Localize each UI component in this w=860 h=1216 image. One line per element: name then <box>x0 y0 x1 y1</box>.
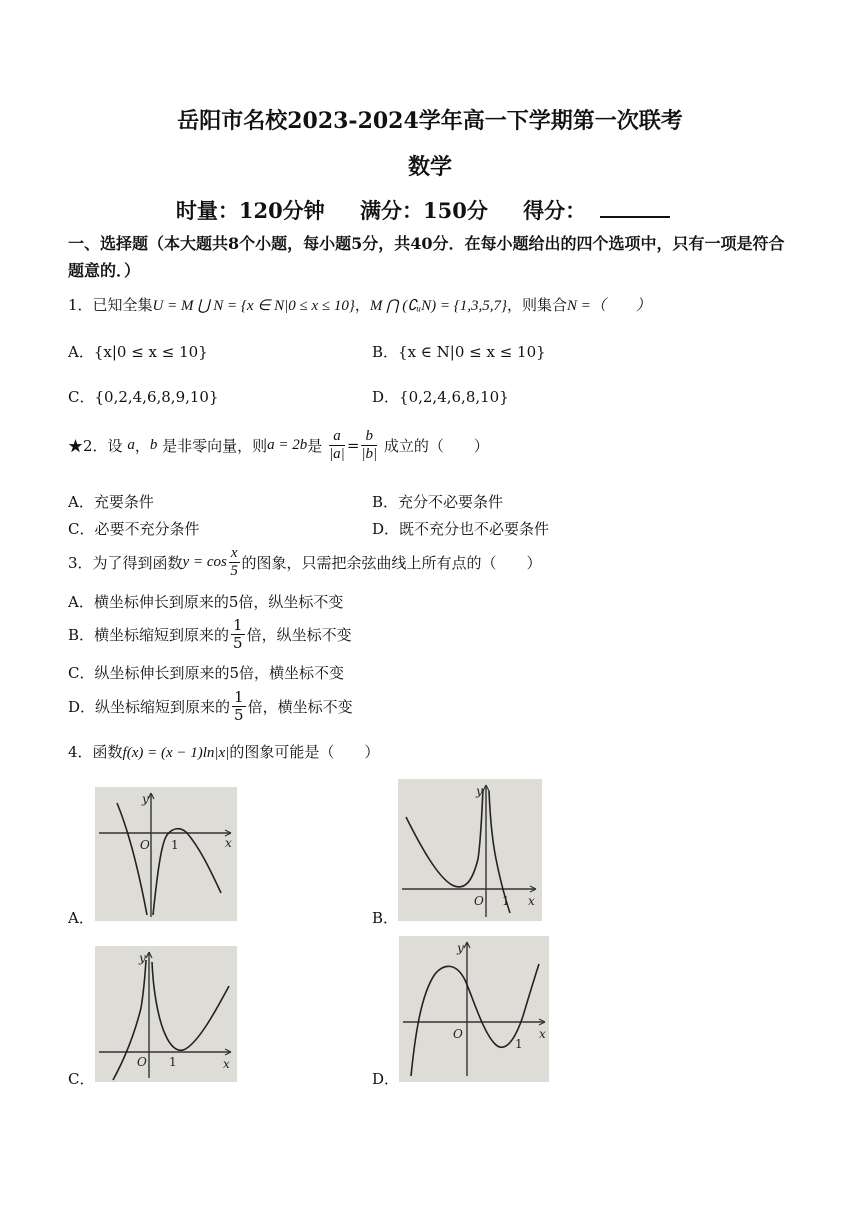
q1-text-e: ，则集合 <box>507 296 568 314</box>
q2-text-d: 成立的（ ） <box>383 437 489 455</box>
q1-option-c[interactable]: C．{0,2,4,6,8,9,10} <box>68 388 219 406</box>
subject-title: 数学 <box>407 154 452 180</box>
q1-intersection: M ⋂ (∁ᵤN) = {1,3,5,7} <box>369 298 508 314</box>
q4-text-b: 的图象可能是（ ） <box>229 743 380 761</box>
q2-equals: = <box>346 436 360 455</box>
q2-option-d[interactable]: D．既不充分也不必要条件 <box>372 520 550 538</box>
score-label: 得分： <box>523 198 587 223</box>
question-3-stem <box>68 545 542 580</box>
graph-c-x-label: x <box>223 1057 230 1071</box>
graph-c-origin: O <box>137 1055 147 1069</box>
q3-optD-den: 5 <box>234 706 244 724</box>
q3-fraction <box>229 545 240 580</box>
q4-graph-b[interactable] <box>398 779 542 921</box>
q1-text-a: 1．已知全集 <box>68 296 153 314</box>
graph-a-y-label: y <box>142 792 149 806</box>
q2-text-c: 是 <box>307 437 323 455</box>
q2-text-b: 是非零向量，则 <box>162 437 268 455</box>
q4-label-d[interactable]: D． <box>372 1070 400 1088</box>
q4-label-c[interactable]: C． <box>68 1070 95 1088</box>
q2-frac-a-den: |a| <box>329 446 345 462</box>
q2-option-c[interactable]: C．必要不充分条件 <box>68 520 200 538</box>
question-2-stem <box>68 428 489 463</box>
q3-optB-den: 5 <box>233 634 243 652</box>
time-limit: 时量：120分钟 <box>175 198 325 223</box>
q2-fraction-b <box>361 428 377 463</box>
q3-optB-text-b: 倍，纵坐标不变 <box>246 626 352 644</box>
q3-option-d[interactable] <box>68 689 353 724</box>
question-4-stem <box>68 741 379 762</box>
exam-meta <box>0 195 860 225</box>
graph-d-one: 1 <box>515 1037 523 1051</box>
graph-b-one: 1 <box>502 894 510 908</box>
q1-option-d[interactable]: D．{0,2,4,6,8,10} <box>372 388 509 406</box>
q3-frac-den: 5 <box>230 563 238 579</box>
q2-sep: ， <box>134 437 150 455</box>
q1-universal-set: U = M ⋃ N = {x ∈ N|0 ≤ x ≤ 10} <box>152 298 355 314</box>
q3-option-a[interactable]: A．横坐标伸长到原来的5倍，纵坐标不变 <box>68 593 344 611</box>
score-field[interactable] <box>523 198 684 223</box>
q2-text-a: ★2．设 <box>68 437 123 455</box>
q2-vector-a: a <box>127 437 135 453</box>
q1-option-a[interactable]: A．{x|0 ≤ x ≤ 10} <box>68 343 208 361</box>
q3-optB-fraction <box>231 617 245 652</box>
q4-label-b[interactable]: B． <box>372 909 399 927</box>
q4-function: f(x) = (x − 1)ln|x| <box>122 745 230 761</box>
graph-a-plot <box>95 787 237 921</box>
exam-title: 岳阳市名校2023-2024学年高一下学期第一次联考 <box>177 108 683 134</box>
graph-d-x-label: x <box>539 1027 546 1041</box>
q2-fraction-a <box>329 428 345 463</box>
section-heading: 一、选择题（本大题共8个小题，每小题5分，共40分．在每小题给出的四个选项中，只有一项是符合题意的．） <box>68 234 785 280</box>
q3-optB-text-a: B．横坐标缩短到原来的 <box>68 626 230 644</box>
q2-option-a[interactable]: A．充要条件 <box>68 493 154 511</box>
q4-graph-a[interactable] <box>95 787 237 921</box>
q4-label-a[interactable]: A． <box>68 909 94 927</box>
q3-option-b[interactable] <box>68 617 352 652</box>
graph-d-origin: O <box>453 1027 463 1041</box>
q3-text-a: 3．为了得到函数 <box>68 554 183 572</box>
q3-optD-fraction <box>232 689 246 724</box>
question-1-stem <box>68 294 651 315</box>
graph-b-x-label: x <box>528 894 535 908</box>
graph-c-one: 1 <box>169 1055 177 1069</box>
q2-option-b[interactable]: B．充分不必要条件 <box>372 493 504 511</box>
q3-option-c[interactable]: C．纵坐标伸长到原来的5倍，横坐标不变 <box>68 664 345 682</box>
q1-option-b[interactable]: B．{x ∈ N|0 ≤ x ≤ 10} <box>372 343 546 361</box>
graph-a-origin: O <box>140 838 150 852</box>
q2-condition: a = 2b <box>267 437 308 453</box>
q4-graph-d[interactable] <box>399 936 549 1082</box>
graph-b-y-label: y <box>476 784 483 798</box>
graph-d-plot <box>399 936 549 1082</box>
q3-optD-text-a: D．纵坐标缩短到原来的 <box>68 698 231 716</box>
q3-function: y = cos <box>182 554 227 570</box>
full-score: 满分：150分 <box>360 198 488 223</box>
q3-optD-num: 1 <box>234 688 244 706</box>
graph-a-one: 1 <box>171 838 179 852</box>
q2-frac-a-num: a <box>329 428 345 446</box>
q4-text-a: 4．函数 <box>68 743 123 761</box>
q3-optB-num: 1 <box>233 616 243 634</box>
q3-optD-text-b: 倍，横坐标不变 <box>247 698 353 716</box>
q2-frac-b-den: |b| <box>361 446 378 462</box>
graph-b-origin: O <box>474 894 484 908</box>
q3-frac-num: x <box>230 545 238 561</box>
q1-text-c: ， <box>354 296 370 314</box>
q2-frac-b-num: b <box>361 428 377 446</box>
graph-b-plot <box>398 779 542 921</box>
q1-answer-blank: N =（ ） <box>567 298 651 314</box>
score-blank[interactable] <box>600 198 670 218</box>
graph-c-y-label: y <box>139 951 146 965</box>
graph-c-plot <box>95 946 237 1082</box>
q2-vector-b: b <box>149 437 158 453</box>
q4-graph-c[interactable] <box>95 946 237 1082</box>
graph-a-x-label: x <box>225 836 232 850</box>
graph-d-y-label: y <box>457 941 464 955</box>
q3-text-b: 的图象，只需把余弦曲线上所有点的（ ） <box>241 554 542 572</box>
